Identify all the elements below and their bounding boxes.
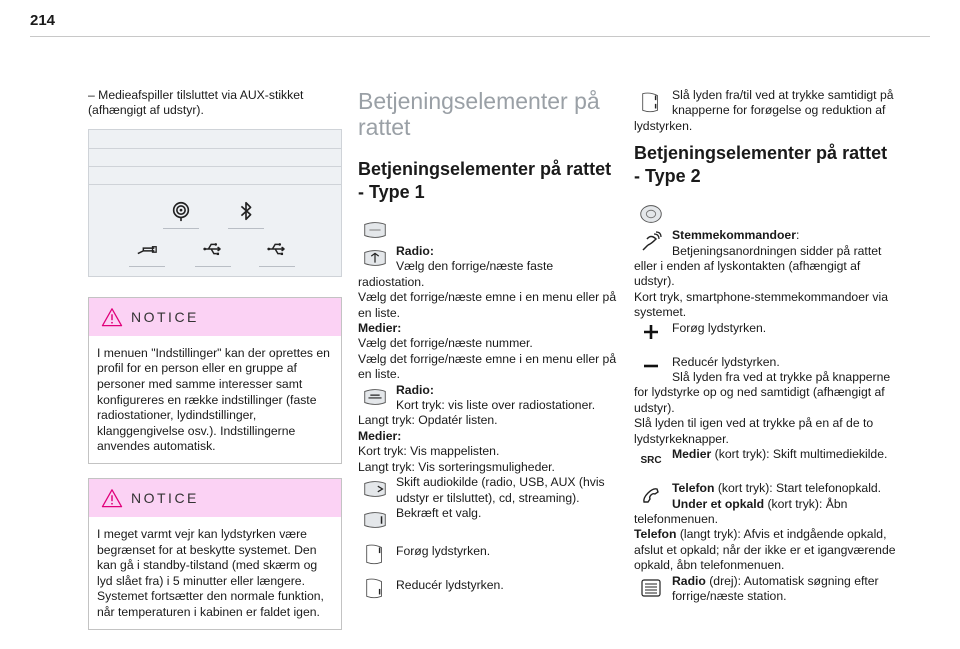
column-1 — [88, 88, 342, 644]
header-divider — [30, 36, 930, 37]
notice-title: NOTICE — [131, 308, 199, 325]
phone-label-3: Telefon — [634, 527, 677, 542]
volume-up-control-icon — [358, 540, 392, 566]
radio-text-2: Vælg det forrige/næste emne i en menu eller på en liste. — [358, 290, 617, 320]
rotary-control-icon — [358, 244, 392, 270]
volume-down-text-type2: Reducér lydstyrken. — [672, 354, 780, 369]
control-volume-up — [358, 540, 620, 566]
mute-text: Slå lyden fra/til ved at trykke samtidigt på knapperne for forøgelse og reduktion af lydstyrken. — [634, 88, 894, 133]
src-icon: SRC — [640, 455, 662, 467]
voice-text-3: Kort tryk, smartphone-stemmekommandoer via systemet. — [634, 289, 888, 320]
phone-text-3: (langt tryk): Afvis et indgående opkald, afslut et opkald; når der ikke er et igangværende opkald, åbn telefonmenuen. — [634, 527, 896, 573]
plus-icon — [634, 321, 668, 347]
subsection-title-type1: Betjeningselementer på rattet - Type 1 — [358, 159, 612, 202]
control-mute — [634, 88, 896, 134]
warning-icon — [101, 307, 123, 327]
control-radio-dial — [634, 574, 896, 605]
notice-header — [89, 298, 341, 336]
column-3 — [634, 88, 896, 604]
minus-icon — [634, 355, 668, 381]
volume-up-text: Forøg lydstyrken. — [396, 543, 491, 558]
media-screen-illustration — [88, 129, 342, 277]
warning-icon — [101, 488, 123, 508]
volume-down-text: Reducér lydstyrken. — [396, 577, 504, 592]
src-label: Medier — [672, 447, 712, 462]
steering-control-icon — [358, 216, 392, 242]
notice-header — [89, 479, 341, 517]
page-number: 214 — [30, 12, 56, 29]
notice-text: I menuen "Indstillinger" kan der oprettes en profil for en person eller en gruppe af personer med samme interesser samt konfigureres en række indstillinger (faste radiostationer, lydindstillinger, klanggengivelse osv.). Indstillingerne anvendes automatisk. — [97, 345, 330, 454]
radio-dial-icon — [634, 574, 668, 600]
media-label-2: Medier: — [358, 428, 402, 443]
section-title: Betjeningselementer på rattet — [358, 88, 600, 140]
control-source — [358, 475, 620, 506]
control-phone — [634, 481, 896, 573]
subsection-title-type2: Betjeningselementer på rattet - Type 2 — [634, 143, 888, 187]
control-volume-up-type2 — [634, 321, 896, 347]
usb-icon — [191, 236, 235, 262]
phone-label: Telefon — [672, 481, 715, 496]
volume-down-text-3: Slå lyden til igen ved at trykke på en af de to lydstyrkeknapper. — [634, 416, 874, 446]
media-label: Medier: — [358, 321, 402, 336]
control-volume-down-type2 — [634, 355, 896, 447]
media2-text-2: Langt tryk: Vis sorteringsmuligheder. — [358, 459, 555, 474]
media-text-2: Vælg det forrige/næste emne i en menu eller på en liste. — [358, 351, 617, 382]
phone-text-2: (kort tryk): Åbn telefonmenuen. — [634, 496, 848, 526]
volume-up-text-type2: Forøg lydstyrken. — [672, 320, 767, 335]
steering-wheel-icon — [634, 200, 668, 226]
press-control-icon — [358, 383, 392, 409]
phone-text: (kort tryk): Start telefonopkald. — [714, 481, 882, 496]
column-2 — [358, 88, 620, 600]
media-text: Vælg det forrige/næste nummer. — [358, 336, 533, 351]
radio-text-type2: (drej): Automatisk søgning efter forrige/næste station. — [672, 573, 879, 603]
steering-wheel-illustration — [634, 200, 896, 228]
media2-text: Kort tryk: Vis mappelisten. — [358, 444, 500, 459]
mute-control-icon — [634, 88, 668, 114]
radio-text: Vælg den forrige/næste faste radiostation. — [358, 259, 554, 289]
usb-icon — [255, 236, 299, 262]
radio-label-2: Radio: — [396, 382, 434, 397]
volume-down-control-icon — [358, 574, 392, 600]
aux-jack-icon — [125, 236, 169, 262]
source-control-icon — [358, 475, 392, 501]
radio-label: Radio: — [396, 244, 434, 258]
intro-text: – Medieafspiller tilsluttet via AUX-stikket (afhængigt af udstyr). — [88, 88, 304, 118]
source-text: Skift audiokilde (radio, USB, AUX (hvis udstyr er tilsluttet), cd, streaming). — [396, 475, 605, 505]
control-volume-down — [358, 574, 620, 600]
control-radio-media — [358, 244, 620, 383]
radio-label-type2: Radio — [672, 573, 706, 588]
notice-box-temperature — [88, 478, 342, 630]
radio2-text: Kort tryk: vis liste over radiostationer. — [396, 398, 596, 413]
voice-text-2: Betjeningsanordningen sidder på rattet eller i enden af lyskontakten (afhængigt af udstyr). — [634, 243, 882, 289]
control-radio-media-press — [358, 383, 620, 475]
navigation-icon — [159, 198, 203, 224]
control-confirm — [358, 506, 620, 532]
confirm-control-icon — [358, 506, 392, 532]
src-text: (kort tryk): Skift multimediekilde. — [711, 447, 888, 462]
steering-control-illustration — [358, 216, 620, 244]
volume-down-text-2: Slå lyden fra ved at trykke på knapperne for lydstyrke op og ned samtidigt (afhængigt af udstyr). — [634, 370, 891, 415]
confirm-text: Bekræft et valg. — [396, 505, 482, 520]
phone-icon — [634, 481, 668, 507]
notice-text: I meget varmt vejr kan lydstyrken være begrænset for at beskytte systemet. Den kan gå i standby-tilstand (med skærm og lyd slået fra) i 5 minutter eller længere. Systemet fortsætter den normale funktion, når temperaturen i kabinen er faldet igen. — [97, 526, 324, 619]
control-voice: Stemmekommandoer: Betjeningsanordningen sidder på rattet eller i enden af lyskontakten (afhængigt af udstyr). Kort tryk, smartphone-stemmekommandoer via systemet. — [634, 228, 888, 320]
voice-command-icon — [634, 228, 668, 254]
bluetooth-icon — [224, 198, 268, 224]
control-src — [634, 447, 896, 473]
phone-label-2: Under et opkald — [672, 496, 765, 511]
voice-label: Stemmekommandoer — [672, 228, 796, 243]
notice-box-profiles — [88, 297, 342, 464]
radio2-text-2: Langt tryk: Opdatér listen. — [358, 413, 498, 428]
notice-title: NOTICE — [131, 489, 199, 506]
